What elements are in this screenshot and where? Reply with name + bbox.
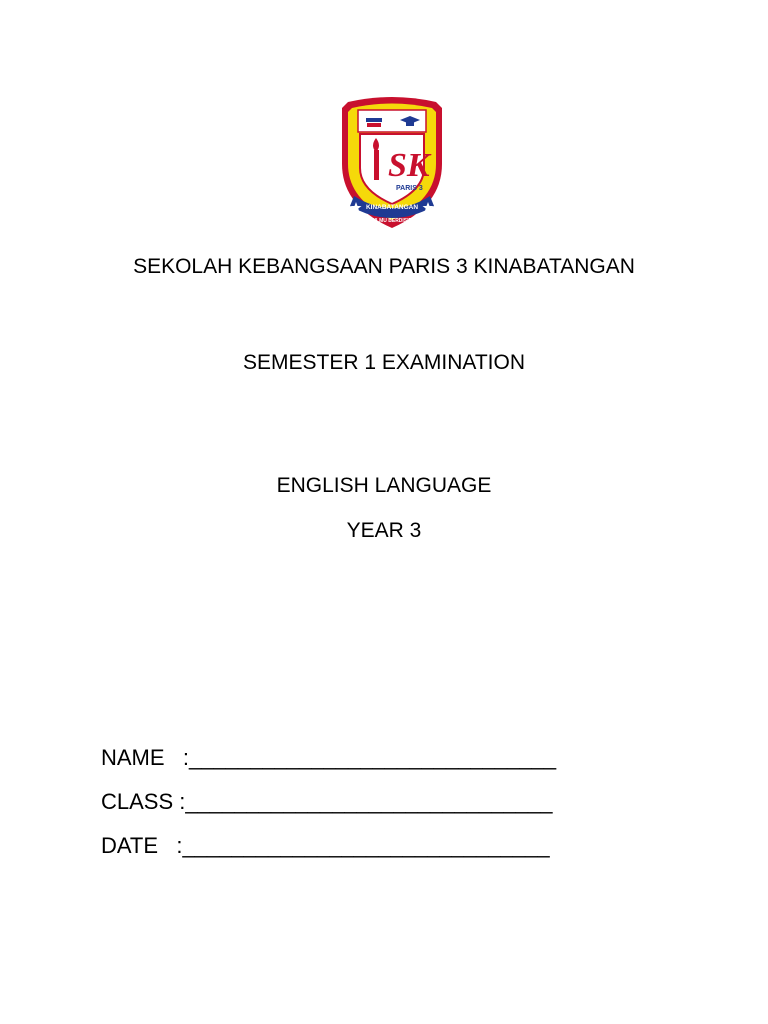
subject-title: ENGLISH LANGUAGE bbox=[276, 474, 492, 497]
school-crest-svg bbox=[334, 94, 450, 230]
name-field-line[interactable]: NAME :______________________________ bbox=[101, 745, 557, 770]
school-name: SEKOLAH KEBANGSAAN PARIS 3 KINABATANGAN bbox=[133, 255, 635, 278]
ribbon-text: KINABATANGAN bbox=[365, 204, 419, 211]
date-field-line[interactable]: DATE :______________________________ bbox=[101, 833, 550, 858]
year-level: YEAR 3 bbox=[346, 519, 422, 542]
school-crest-logo bbox=[334, 94, 450, 230]
motto-text: BERILMU BERDISIPLIN bbox=[364, 218, 420, 224]
shield-label-text: PARIS 3 bbox=[396, 185, 423, 192]
class-field-line[interactable]: CLASS :______________________________ bbox=[101, 789, 553, 814]
monogram-text: SK bbox=[388, 147, 430, 184]
exam-title: SEMESTER 1 EXAMINATION bbox=[243, 351, 525, 374]
